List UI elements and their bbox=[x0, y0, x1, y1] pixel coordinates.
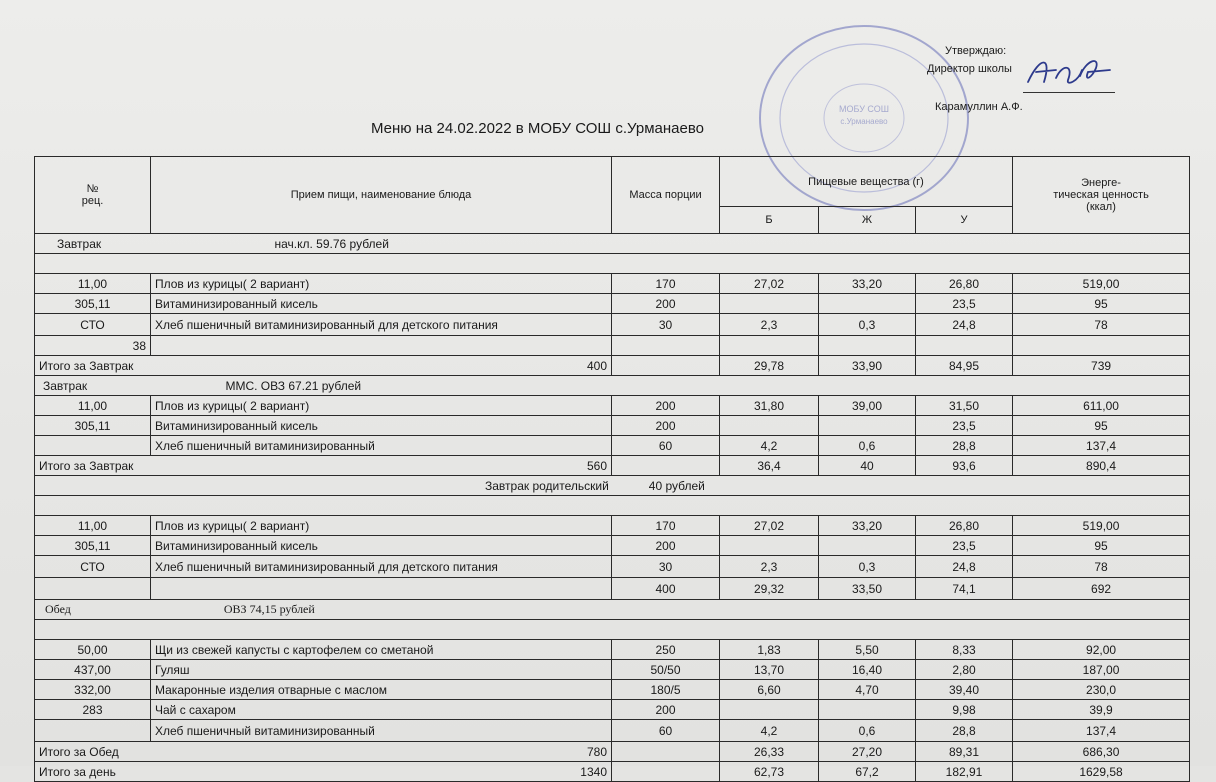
header-nutrients: Пищевые вещества (г) bbox=[720, 157, 1013, 207]
table-row: 50,00 Щи из свежей капусты с картофелем со сметаной 250 1,83 5,50 8,33 92,00 bbox=[35, 640, 1190, 660]
section-header bbox=[35, 376, 1190, 396]
table-row: 11,00 Плов из курицы( 2 вариант) 170 27,02 33,20 26,80 519,00 bbox=[35, 274, 1190, 294]
section-header bbox=[35, 600, 1190, 620]
approval-line-3: Карамуллин А.Ф. bbox=[935, 101, 1023, 113]
section-price: ОВЗ 74,15 рублей bbox=[223, 602, 315, 616]
table-row: 11,00 Плов из курицы( 2 вариант) 170 27,02 33,20 26,80 519,00 bbox=[35, 516, 1190, 536]
header-name: Прием пищи, наименование блюда bbox=[151, 157, 612, 234]
total-mass: 400 bbox=[586, 358, 607, 373]
section-header bbox=[35, 476, 1190, 496]
director-signature-icon bbox=[1022, 52, 1114, 94]
header-zh: Ж bbox=[819, 207, 916, 234]
day-total-mass: 1340 bbox=[580, 764, 607, 779]
approval-line-2: Директор школы bbox=[927, 63, 1012, 75]
section-label: Завтрак bbox=[43, 378, 88, 393]
menu-table bbox=[34, 156, 1190, 782]
section-label: Обед bbox=[45, 602, 71, 616]
total-row: Итого за Обед 780 26,33 27,20 89,31 686,30 bbox=[35, 742, 1190, 762]
table-row: 437,00 Гуляш 50/50 13,70 16,40 2,80 187,00 bbox=[35, 660, 1190, 680]
table-row: 38 bbox=[35, 336, 1190, 356]
total-mass: 780 bbox=[586, 744, 607, 759]
header-num: № рец. bbox=[35, 157, 151, 234]
header-mass: Масса порции bbox=[612, 157, 720, 234]
total-row: Итого за Завтрак 400 29,78 33,90 84,95 739 bbox=[35, 356, 1190, 376]
total-label: Итого за Завтрак bbox=[39, 458, 134, 473]
total-mass: 560 bbox=[586, 458, 607, 473]
table-row: 332,00 Макаронные изделия отварные с маслом 180/5 6,60 4,70 39,40 230,0 bbox=[35, 680, 1190, 700]
table-row: 305,11 Витаминизированный кисель 200 23,5 95 bbox=[35, 416, 1190, 436]
page-title: Меню на 24.02.2022 в МОБУ СОШ с.Урманаево bbox=[371, 120, 704, 137]
table-row: 305,11 Витаминизированный кисель 200 23,5 95 bbox=[35, 294, 1190, 314]
spacer-row bbox=[35, 496, 1190, 516]
header-b: Б bbox=[720, 207, 819, 234]
svg-text:с.Урманаево: с.Урманаево bbox=[840, 117, 888, 126]
total-label: Итого за Завтрак bbox=[39, 358, 134, 373]
table-row: 305,11 Витаминизированный кисель 200 23,5 95 bbox=[35, 536, 1190, 556]
table-row: 283 Чай с сахаром 200 9,98 39,9 bbox=[35, 700, 1190, 720]
svg-text:МОБУ СОШ: МОБУ СОШ bbox=[839, 104, 889, 114]
table-row: Хлеб пшеничный витаминизированный 60 4,2 0,6 28,8 137,4 bbox=[35, 436, 1190, 456]
section-price: ММС. ОВЗ 67.21 рублей bbox=[225, 378, 362, 393]
total-row: Итого за Завтрак 560 36,4 40 93,6 890,4 bbox=[35, 456, 1190, 476]
total-row: 400 29,32 33,50 74,1 692 bbox=[35, 578, 1190, 600]
day-total-label: Итого за день bbox=[39, 764, 116, 779]
signature-line bbox=[1023, 92, 1115, 93]
table-row: 11,00 Плов из курицы( 2 вариант) 200 31,80 39,00 31,50 611,00 bbox=[35, 396, 1190, 416]
spacer-row bbox=[35, 254, 1190, 274]
header-u: У bbox=[916, 207, 1013, 234]
section-price: нач.кл. 59.76 рублей bbox=[274, 236, 389, 251]
table-row: Хлеб пшеничный витаминизированный 60 4,2 0,6 28,8 137,4 bbox=[35, 720, 1190, 742]
section-label: Завтрак bbox=[57, 236, 102, 251]
section-label: Завтрак родительский 40 рублей bbox=[485, 478, 705, 493]
header-energy: Энерге- тическая ценность (ккал) bbox=[1013, 157, 1190, 234]
approval-line-1: Утверждаю: bbox=[945, 45, 1007, 57]
section-header bbox=[35, 234, 1190, 254]
total-label: Итого за Обед bbox=[39, 744, 119, 759]
table-row: СТО Хлеб пшеничный витаминизированный для детского питания 30 2,3 0,3 24,8 78 bbox=[35, 314, 1190, 336]
day-total-row: Итого за день 1340 62,73 67,2 182,91 1629,58 bbox=[35, 762, 1190, 782]
spacer-row bbox=[35, 620, 1190, 640]
table-row: СТО Хлеб пшеничный витаминизированный для детского питания 30 2,3 0,3 24,8 78 bbox=[35, 556, 1190, 578]
